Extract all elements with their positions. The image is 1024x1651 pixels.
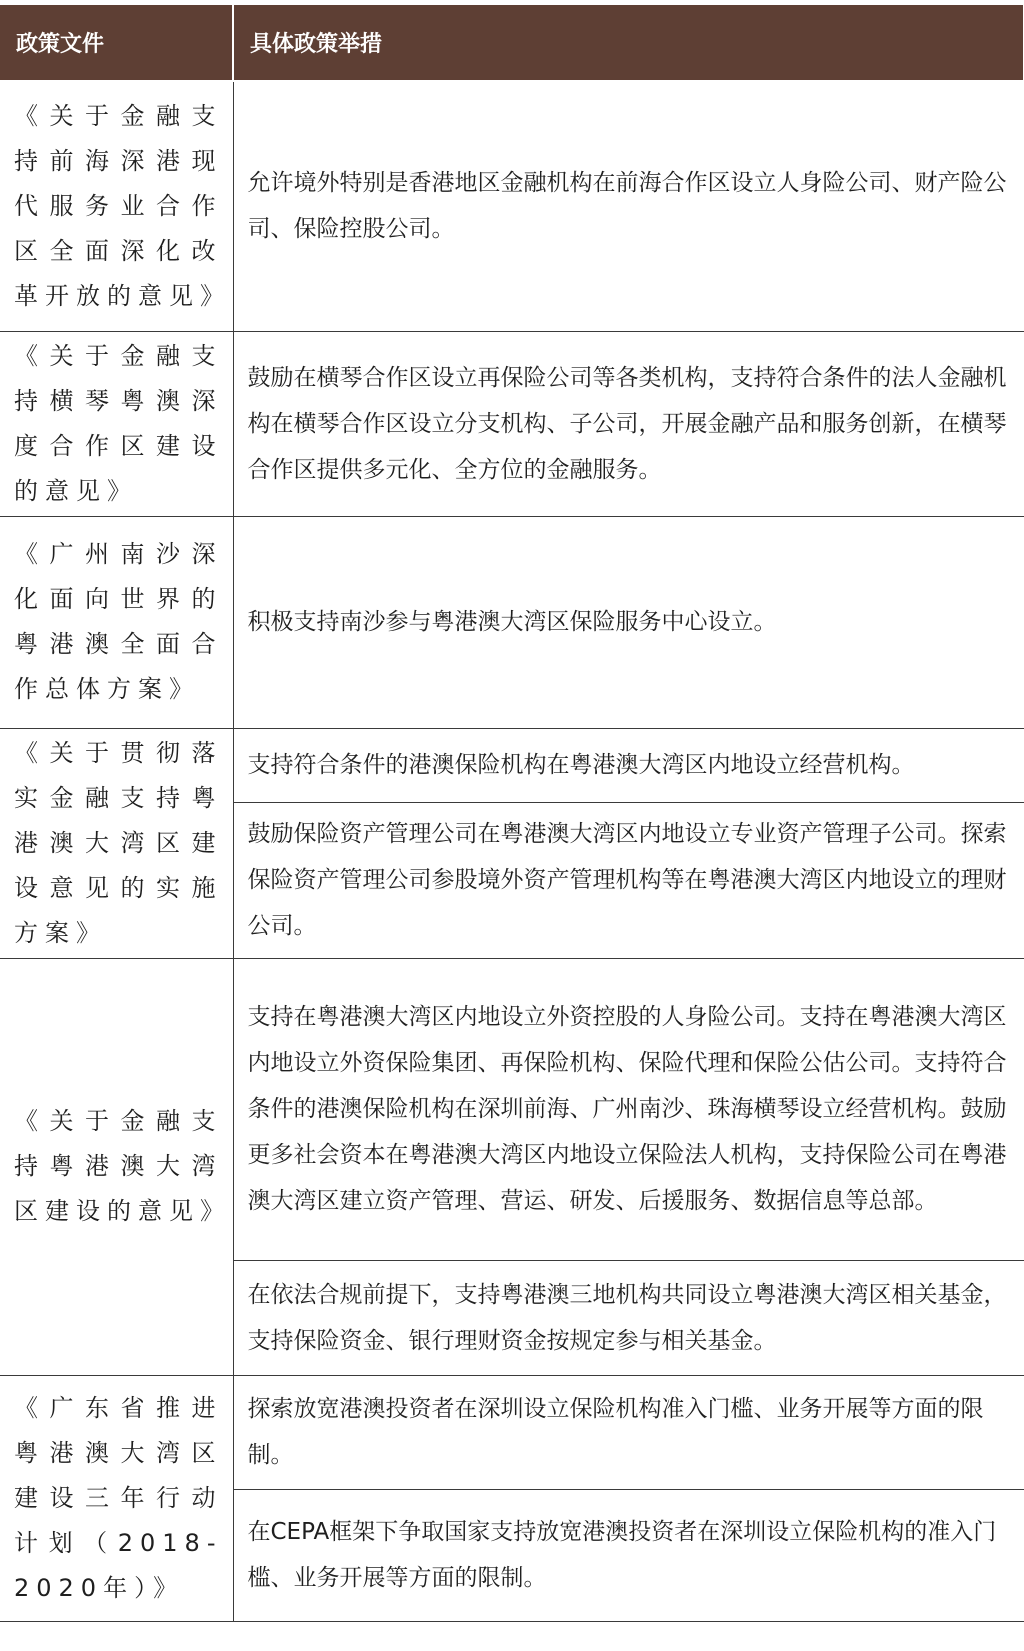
policy-measure-cell: 在CEPA框架下争取国家支持放宽港澳投资者在深圳设立保险机构的准入门槛、业务开展等方面的限制。	[233, 1489, 1024, 1621]
policy-measure-cell: 允许境外特别是香港地区金融机构在前海合作区设立人身险公司、财产险公司、保险控股公司。	[233, 81, 1024, 331]
table-row	[0, 728, 1024, 802]
policy-document-cell: 《广州南沙深化面向世界的粤港澳全面合作总体方案》	[0, 516, 233, 728]
policy-table	[0, 5, 1024, 1622]
policy-measure-cell: 鼓励保险资产管理公司在粤港澳大湾区内地设立专业资产管理子公司。探索保险资产管理公司参股境外资产管理机构等在粤港澳大湾区内地设立的理财公司。	[233, 802, 1024, 958]
policy-document-cell: 《关于贯彻落实金融支持粤港澳大湾区建设意见的实施方案》	[0, 728, 233, 958]
policy-document-cell: 《关于金融支持横琴粤澳深度合作区建设的意见》	[0, 331, 233, 516]
table-row	[0, 331, 1024, 516]
policy-measure-cell: 积极支持南沙参与粤港澳大湾区保险服务中心设立。	[233, 516, 1024, 728]
policy-measure-cell: 鼓励在横琴合作区设立再保险公司等各类机构，支持符合条件的法人金融机构在横琴合作区设立分支机构、子公司，开展金融产品和服务创新，在横琴合作区提供多元化、全方位的金融服务。	[233, 331, 1024, 516]
policy-document-cell: 《关于金融支持前海深港现代服务业合作区全面深化改革开放的意见》	[0, 81, 233, 331]
header-policy-document: 政策文件	[0, 5, 233, 81]
policy-document-cell: 《广东省推进粤港澳大湾区建设三年行动计划（2018-2020年）》	[0, 1375, 233, 1621]
table-row	[0, 1375, 1024, 1489]
policy-measure-cell: 在依法合规前提下，支持粤港澳三地机构共同设立粤港澳大湾区相关基金，支持保险资金、银行理财资金按规定参与相关基金。	[233, 1260, 1024, 1375]
table-row	[0, 516, 1024, 728]
table-header-row	[0, 5, 1024, 81]
header-policy-measures: 具体政策举措	[233, 5, 1024, 81]
table-row	[0, 958, 1024, 1260]
policy-document-cell: 《关于金融支持粤港澳大湾区建设的意见》	[0, 958, 233, 1375]
policy-measure-cell: 支持在粤港澳大湾区内地设立外资控股的人身险公司。支持在粤港澳大湾区内地设立外资保险集团、再保险机构、保险代理和保险公估公司。支持符合条件的港澳保险机构在深圳前海、广州南沙、珠海横琴设立经营机构。鼓励更多社会资本在粤港澳大湾区内地设立保险法人机构，支持保险公司在粤港澳大湾区建立资产管理、营运、研发、后援服务、数据信息等总部。	[233, 958, 1024, 1260]
policy-measure-cell: 支持符合条件的港澳保险机构在粤港澳大湾区内地设立经营机构。	[233, 728, 1024, 802]
table-row	[0, 81, 1024, 331]
policy-measure-cell: 探索放宽港澳投资者在深圳设立保险机构准入门槛、业务开展等方面的限制。	[233, 1375, 1024, 1489]
